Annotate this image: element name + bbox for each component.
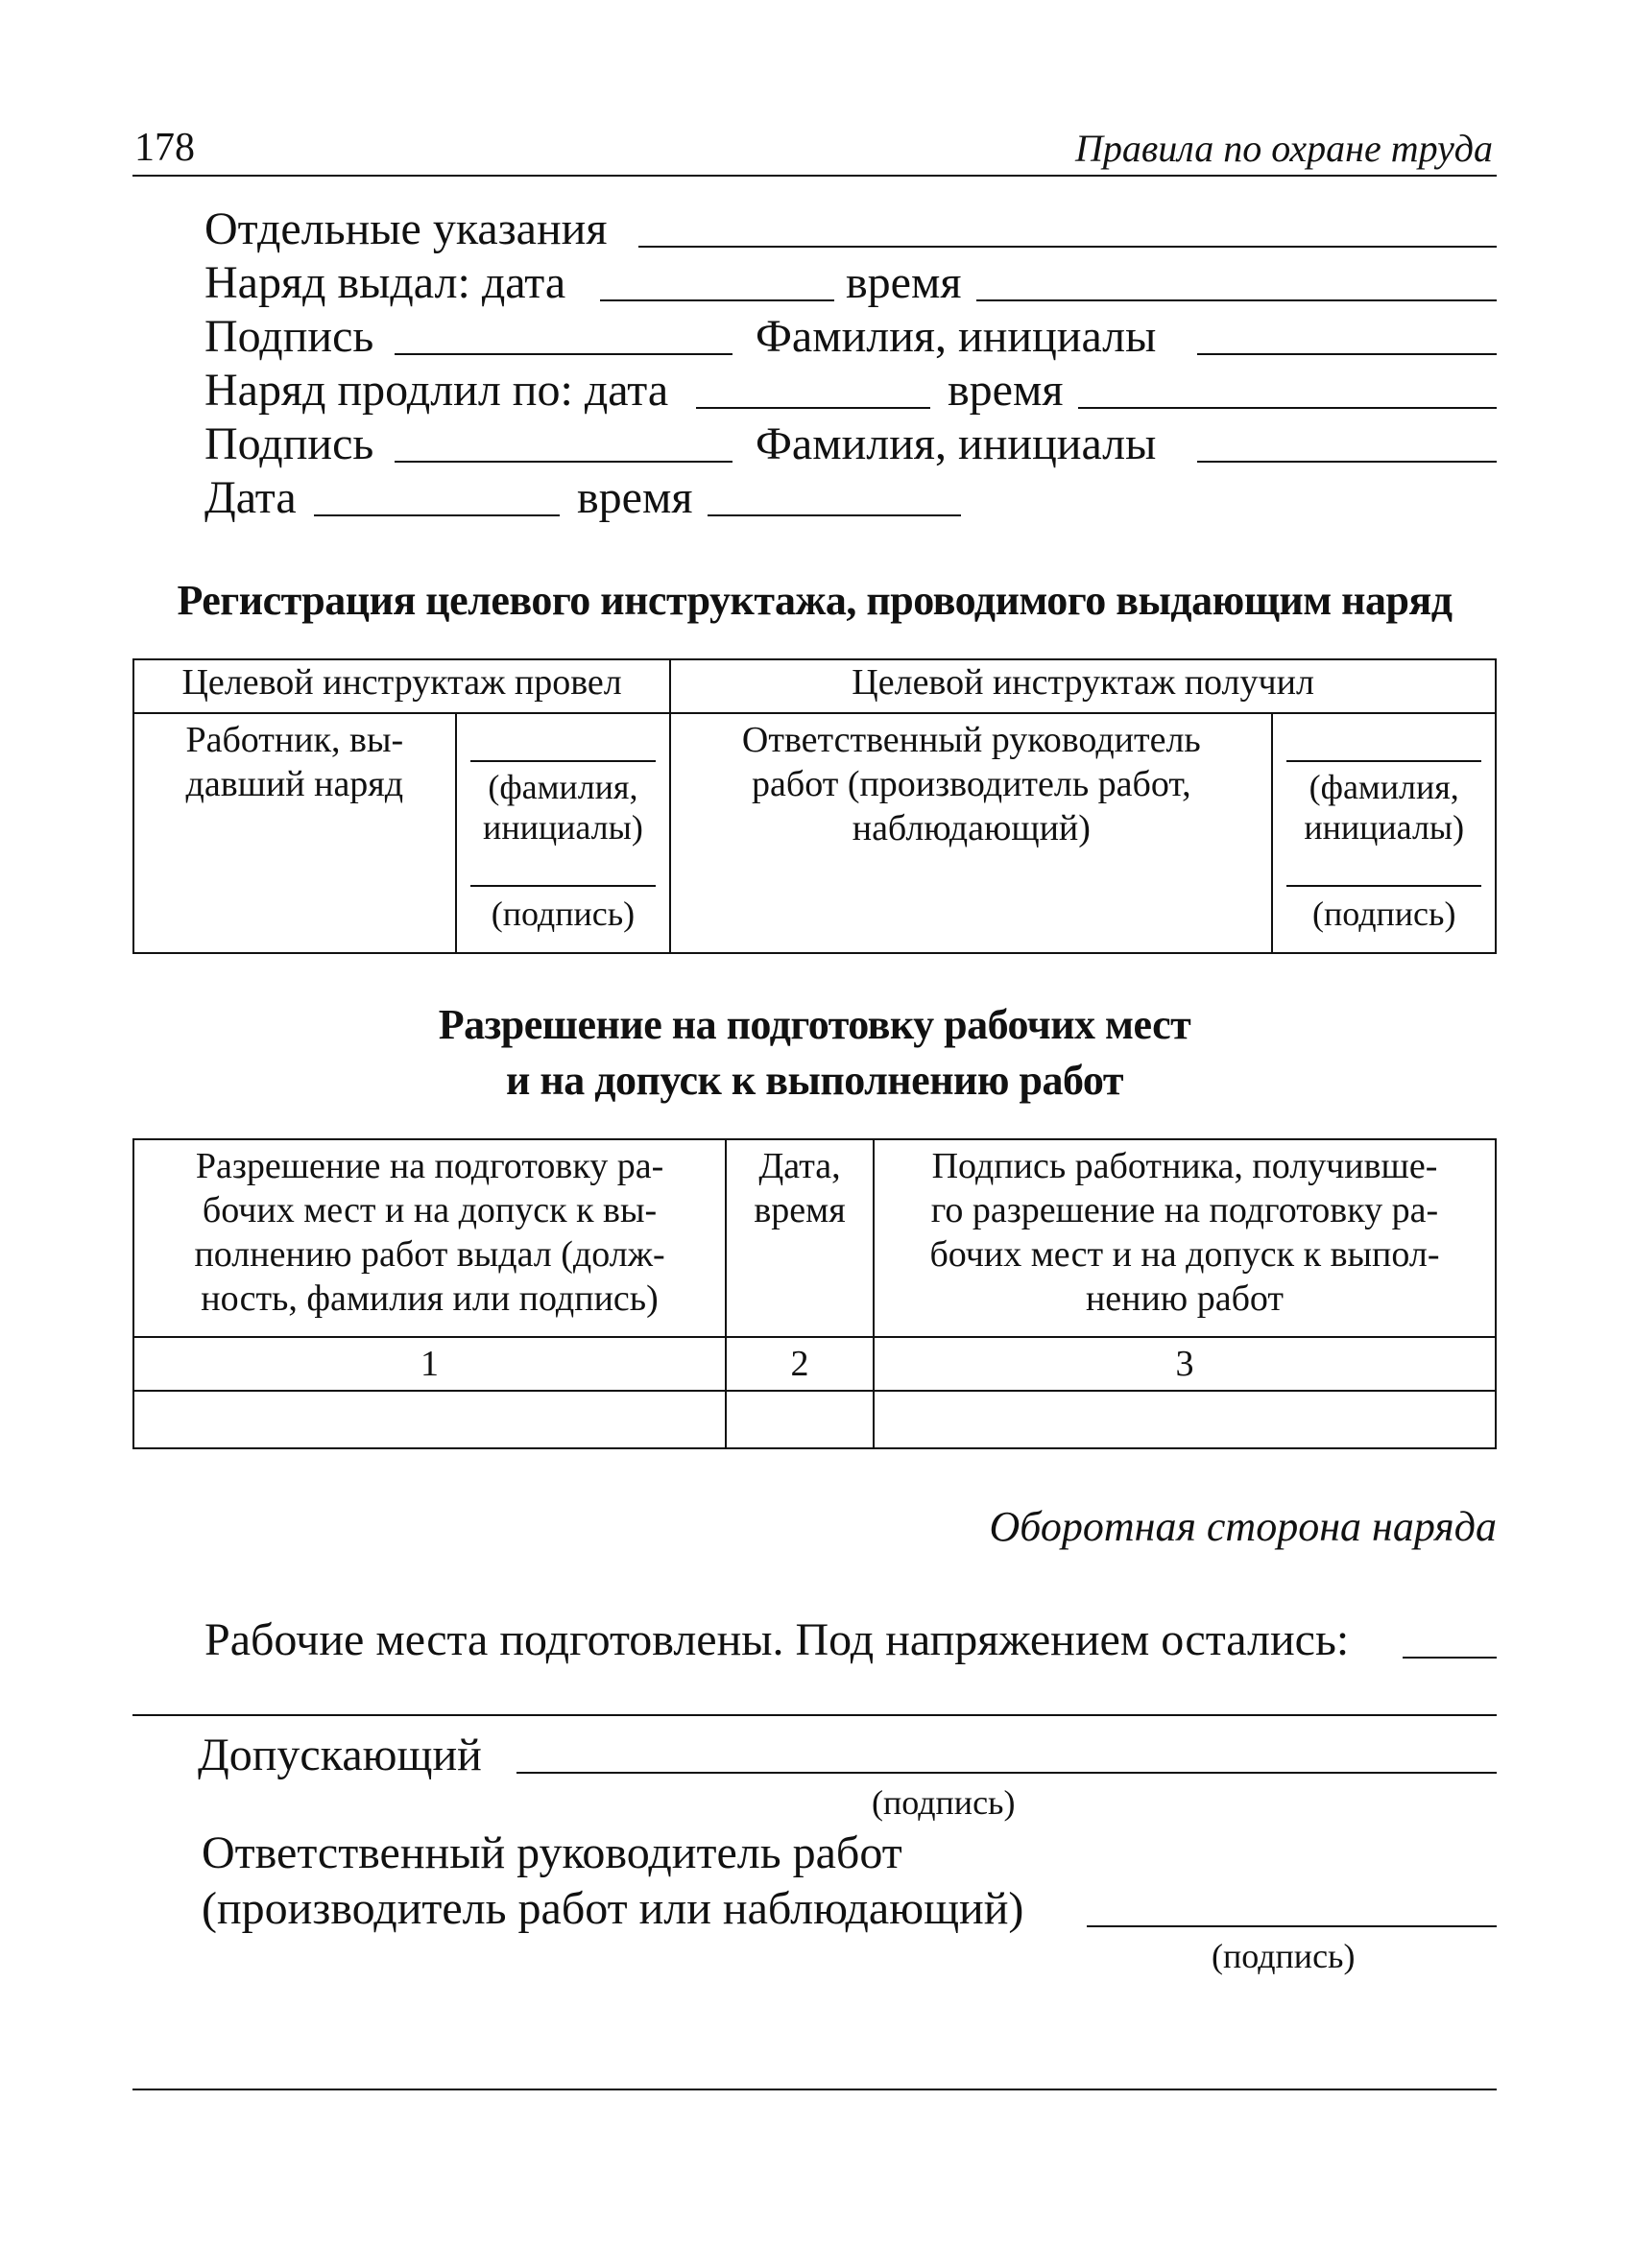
signature-blank-2[interactable]	[395, 461, 732, 463]
surname-caption: инициалы)	[1304, 808, 1465, 847]
issued-time-blank[interactable]	[976, 299, 1497, 301]
manager-surname-blank[interactable]	[1286, 760, 1481, 762]
briefing-body-row	[133, 713, 1496, 953]
running-head	[132, 113, 1497, 177]
date-label: Дата	[204, 472, 297, 523]
prepared-text: Рабочие места подготовлены. Под напряжением остались:	[204, 1614, 1350, 1665]
col1-header-line: бочих мест и на допуск к вы-	[202, 1190, 658, 1230]
admitting-signature-caption: (подпись)	[872, 1783, 1016, 1822]
issuer-surname-blank[interactable]	[470, 760, 657, 762]
responsible-manager-label: Ответственный руководитель работ	[202, 1827, 902, 1878]
manager-line: наблюдающий)	[852, 808, 1091, 848]
back-side-title: Оборотная сторона наряда	[989, 1503, 1497, 1550]
permission-col1-header	[133, 1139, 726, 1337]
separate-instructions-label: Отдельные указания	[204, 203, 608, 254]
prepared-line	[204, 1612, 1497, 1668]
permission-header-row	[133, 1139, 1496, 1337]
col2-header-line: время	[754, 1190, 846, 1230]
manager-cell	[670, 713, 1272, 953]
manager-signature-caption: (подпись)	[1212, 1937, 1356, 1975]
permission-title-line1: Разрешение на подготовку рабочих мест	[438, 1001, 1191, 1048]
signature-caption: (подпись)	[491, 895, 636, 933]
col1-header-line: Разрешение на подготовку ра-	[195, 1146, 664, 1186]
extended-time-blank[interactable]	[1078, 407, 1497, 409]
briefing-col-received: Целевой инструктаж получил	[670, 659, 1496, 713]
signature-label-2: Подпись	[204, 418, 374, 469]
admitting-line	[198, 1728, 1497, 1783]
briefing-col-conducted: Целевой инструктаж провел	[133, 659, 670, 713]
surname-caption: инициалы)	[483, 808, 643, 847]
briefing-table	[132, 658, 1497, 954]
extended-date-label: Наряд продлил по: дата	[204, 365, 669, 416]
col2-header-line: Дата,	[758, 1146, 841, 1186]
permission-title-line2: и на допуск к выполнению работ	[506, 1057, 1123, 1104]
extended-date-blank[interactable]	[696, 407, 930, 409]
time-label: время	[577, 472, 693, 523]
col3-header-line: Подпись работника, получивше-	[931, 1146, 1438, 1186]
col3-header-line: нению работ	[1085, 1278, 1285, 1319]
extender-signature-line	[204, 417, 1497, 472]
column-number: 2	[726, 1337, 874, 1391]
issued-date-label: Наряд выдал: дата	[204, 257, 566, 308]
prepared-blank[interactable]	[1403, 1657, 1497, 1659]
issuer-signature-cell[interactable]	[456, 713, 671, 953]
issued-line	[204, 255, 1497, 311]
issuer-signature-line	[204, 309, 1497, 365]
extended-line	[204, 363, 1497, 418]
date-blank[interactable]	[314, 514, 560, 516]
signature-caption: (подпись)	[1311, 895, 1456, 933]
surname-label-2: Фамилия, инициалы	[756, 418, 1157, 469]
manager-signature-blank[interactable]	[1087, 1925, 1497, 1927]
page-number: 178	[134, 126, 195, 170]
separate-instructions-blank[interactable]	[638, 246, 1497, 248]
manager-line-2	[202, 1881, 1497, 1937]
issuer-line: давший наряд	[185, 764, 404, 804]
briefing-header-row	[133, 659, 1496, 713]
permission-entry-row[interactable]	[133, 1391, 1496, 1448]
signature-blank[interactable]	[395, 353, 732, 355]
entry-cell-issuer[interactable]	[133, 1391, 726, 1448]
issued-time-label: время	[846, 257, 962, 308]
responsible-manager-sublabel: (производитель работ или наблюдающий)	[202, 1883, 1024, 1934]
col3-header-line: го разрешение на подготовку ра-	[930, 1190, 1439, 1230]
column-number: 1	[133, 1337, 726, 1391]
column-number: 3	[874, 1337, 1496, 1391]
entry-cell-datetime[interactable]	[726, 1391, 874, 1448]
surname-caption: (фамилия,	[1309, 768, 1459, 806]
briefing-section-title: Регистрация целевого инструктажа, проводимого выдающим наряд	[177, 577, 1453, 624]
issuer-cell	[133, 713, 456, 953]
admitting-blank[interactable]	[516, 1772, 1497, 1774]
permission-number-row	[133, 1337, 1496, 1391]
manager-line: Ответственный руководитель	[741, 720, 1201, 760]
separate-instructions-line	[204, 202, 1497, 257]
col3-header-line: бочих мест и на допуск к выпол-	[929, 1234, 1440, 1275]
admitting-label: Допускающий	[198, 1730, 482, 1780]
manager-line: работ (производитель работ,	[752, 764, 1191, 804]
permission-table	[132, 1138, 1497, 1449]
surname-blank[interactable]	[1197, 353, 1497, 355]
surname-caption: (фамилия,	[488, 768, 638, 806]
issued-date-blank[interactable]	[600, 299, 834, 301]
manager-signature-blank[interactable]	[1286, 885, 1481, 887]
manager-line-1	[202, 1826, 1497, 1881]
surname-label: Фамилия, инициалы	[756, 311, 1157, 362]
time-blank[interactable]	[708, 514, 961, 516]
entry-cell-signature[interactable]	[874, 1391, 1496, 1448]
book-title: Правила по охране труда	[1075, 127, 1493, 170]
issuer-signature-blank[interactable]	[470, 885, 657, 887]
issuer-line: Работник, вы-	[185, 720, 404, 760]
manager-signature-cell[interactable]	[1272, 713, 1496, 953]
extended-time-label: время	[948, 365, 1064, 416]
bottom-rule[interactable]	[132, 2089, 1497, 2090]
signature-label: Подпись	[204, 311, 374, 362]
surname-blank-2[interactable]	[1197, 461, 1497, 463]
col1-header-line: ность, фамилия или подпись)	[201, 1278, 659, 1319]
permission-col3-header	[874, 1139, 1496, 1337]
permission-col2-header	[726, 1139, 874, 1337]
col1-header-line: полнению работ выдал (долж-	[194, 1234, 665, 1275]
continuation-rule[interactable]	[132, 1714, 1497, 1716]
date-time-line	[204, 470, 1497, 526]
